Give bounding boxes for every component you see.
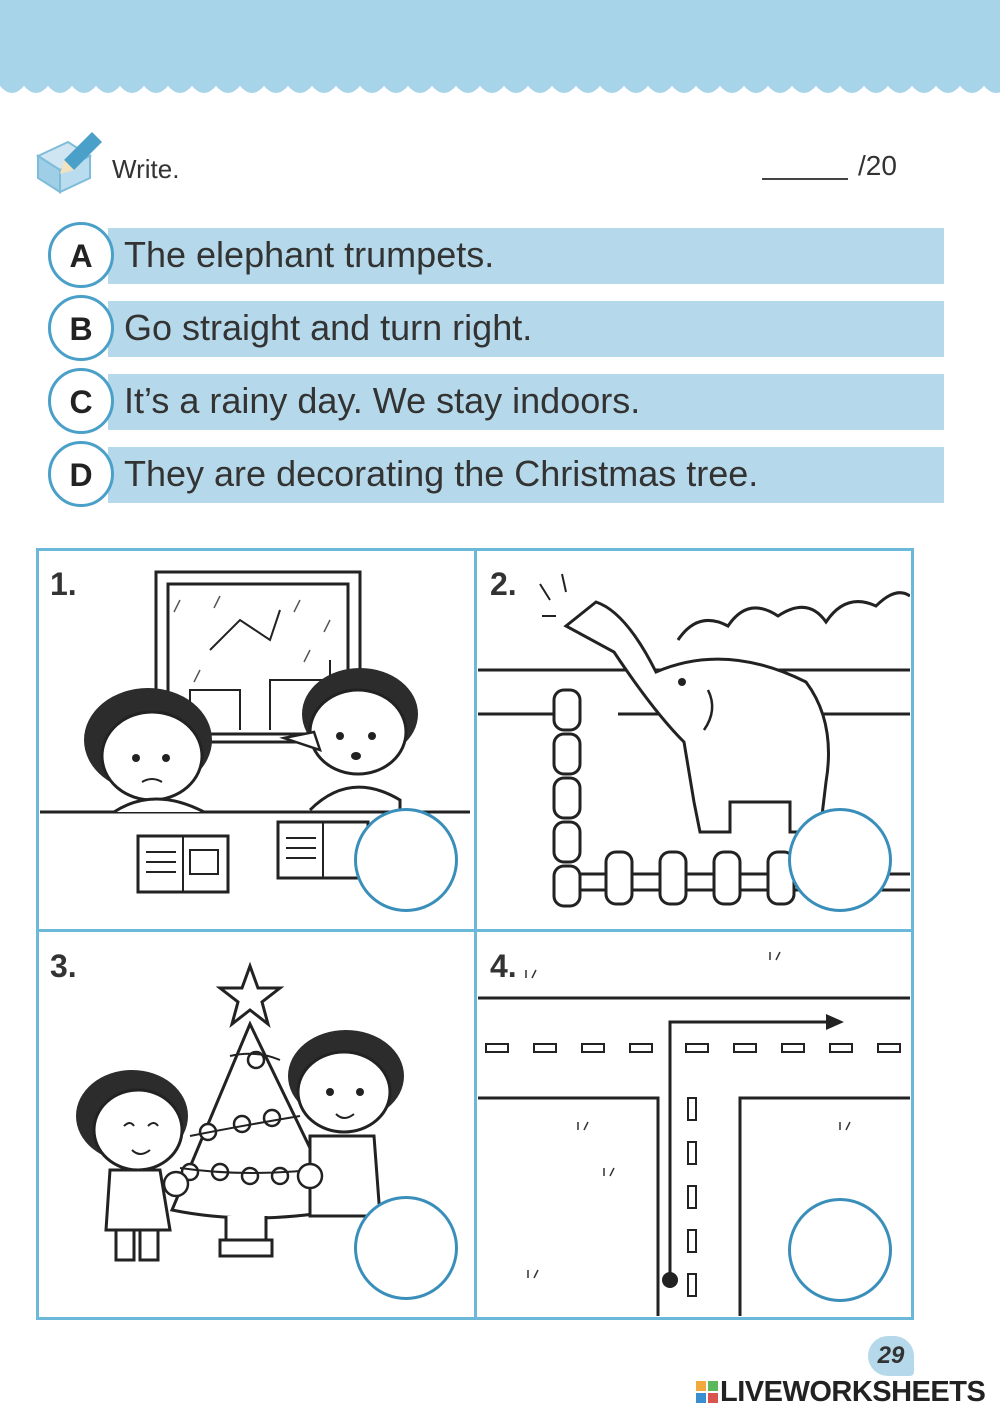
option-text: Go straight and turn right. <box>124 307 533 348</box>
instruction: Write. <box>112 154 180 184</box>
option-letter: A <box>48 222 114 288</box>
score-total: /20 <box>858 150 897 181</box>
answer-circle-4[interactable] <box>788 1198 892 1302</box>
pencil-icon <box>34 130 104 194</box>
answer-circle-1[interactable] <box>354 808 458 912</box>
grid-divider-vertical <box>474 548 477 1320</box>
score-blank[interactable] <box>762 178 848 180</box>
answer-circle-2[interactable] <box>788 808 892 912</box>
panel-number: 1. <box>50 566 77 602</box>
brand-logo <box>696 1376 985 1409</box>
option-b <box>48 295 898 363</box>
panel-number: 4. <box>490 948 517 984</box>
option-letter: C <box>48 368 114 434</box>
page-number: 29 <box>868 1336 914 1376</box>
option-text: The elephant trumpets. <box>124 234 495 275</box>
panel-number: 2. <box>490 566 517 602</box>
liveworksheets-logo-icon <box>696 1381 718 1403</box>
option-c <box>48 368 898 436</box>
grid-divider-horizontal <box>36 929 914 932</box>
option-a <box>48 222 898 290</box>
option-text: It’s a rainy day. We stay indoors. <box>124 380 641 421</box>
header-banner <box>0 0 1000 100</box>
brand-name: LIVEWORKSHEETS <box>720 1376 986 1408</box>
option-letter: B <box>48 295 114 361</box>
panel-number: 3. <box>50 948 77 984</box>
option-text: They are decorating the Christmas tree. <box>124 453 759 494</box>
option-d <box>48 441 898 509</box>
option-letter: D <box>48 441 114 507</box>
answer-circle-3[interactable] <box>354 1196 458 1300</box>
